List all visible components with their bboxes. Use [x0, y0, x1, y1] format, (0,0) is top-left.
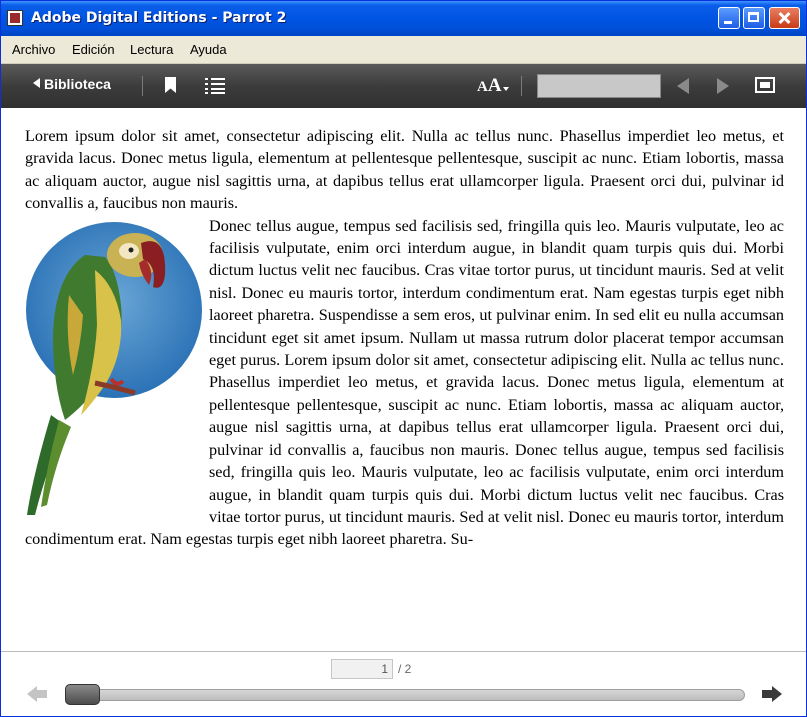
back-arrow-icon[interactable] — [27, 686, 47, 702]
forward-arrow-icon[interactable] — [762, 686, 782, 702]
back-triangle-icon — [33, 78, 40, 88]
toolbar-divider — [521, 76, 522, 96]
menu-lectura[interactable]: Lectura — [130, 42, 174, 57]
font-size-icon[interactable]: AA — [477, 75, 509, 97]
reading-pane[interactable] — [1, 109, 806, 651]
title-bar[interactable] — [1, 1, 806, 36]
library-label: Biblioteca — [44, 76, 111, 92]
page-progress-thumb[interactable] — [65, 684, 100, 705]
parrot-illustration — [25, 215, 203, 515]
toc-icon[interactable] — [205, 78, 225, 94]
fullscreen-icon[interactable] — [755, 77, 775, 93]
page-number-field[interactable]: 1 — [331, 659, 393, 679]
toolbar-divider — [142, 76, 143, 96]
previous-page-icon[interactable] — [677, 78, 689, 94]
menu-bar — [1, 36, 806, 64]
library-button[interactable] — [33, 76, 111, 92]
window-title: Adobe Digital Editions - Parrot 2 — [31, 10, 287, 26]
page-progress-track[interactable] — [65, 689, 745, 701]
maximize-button[interactable] — [743, 7, 765, 29]
paragraph-1: Lorem ipsum dolor sit amet, consectetur adipiscing elit. Nulla ac tellus nunc. Phasellus imperdiet leo metus, et gravida lacus. Donec metus ligula, elementum at pellentesque pellentesque, suscipit ac nunc. Etiam lobortis, massa ac aliquam auctor, augue nisl sagittis urna, at dapibus tellus erat ullamcorper ligula. Praesent orci dui, pulvinar id convallis a, faucibus non mauris. — [25, 127, 784, 213]
menu-archivo[interactable]: Archivo — [12, 42, 56, 57]
next-page-icon[interactable] — [717, 78, 729, 94]
page-total-label: / 2 — [398, 662, 412, 676]
reader-toolbar — [1, 64, 806, 108]
menu-ayuda[interactable]: Ayuda — [190, 42, 227, 57]
paragraph-2: Donec tellus augue, tempus sed facilisis sed, fringilla quis leo. Mauris vulputate, leo ac facilisis vulputate, enim orci interdum augue, in blandit quam turpis quis dui. Morbi dictum luctus velit nec faucibus. Cras vitae tortor purus, ut tincidunt mauris. Sed at velit nisl. Donec eu mauris tortor, interdum condimentum erat. Nam egestas turpis eget nibh laoreet pharetra. Suspendisse a sem eros, ut pulvinar enim. In sed elit eu nulla accumsan tincidunt eget sit amet ipsum. Nullam ut massa rutrum dolor placerat tempor accumsan eget purus. Lorem ipsum dolor sit amet, consectetur adipiscing elit. Nulla ac tellus nunc. Phasellus imperdiet leo metus, et gravida lacus. Donec metus ligula, elementum at pellentesque pellentesque, suscipit ac nunc. Etiam lobortis, massa ac aliquam auctor, augue nisl sagittis urna, at dapibus tellus erat ullamcorper ligula. Praesent orci dui, pulvinar id convallis a, faucibus non mauris. Donec tellus augue, tempus sed facilisis sed, fringilla quis leo. Mauris vulputate, leo ac facilisis vulputate, enim orci interdum augue, in blandit quam turpis quis dui. Morbi dictum luctus velit nec faucibus. Cras vitae tortor purus, ut tincidunt mauris. Sed at velit nisl. Donec eu mauris tortor, interdum condimentum erat. Nam egestas turpis eget nibh laoreet pharetra. Su- — [25, 216, 784, 549]
menu-edicion[interactable]: Edición — [72, 42, 115, 57]
bookmark-icon[interactable] — [165, 77, 176, 93]
app-icon[interactable] — [7, 10, 23, 26]
navigation-bar — [1, 651, 806, 717]
close-button[interactable] — [769, 7, 800, 29]
book-page — [25, 125, 784, 551]
search-input[interactable] — [537, 74, 661, 98]
minimize-button[interactable] — [718, 7, 740, 29]
